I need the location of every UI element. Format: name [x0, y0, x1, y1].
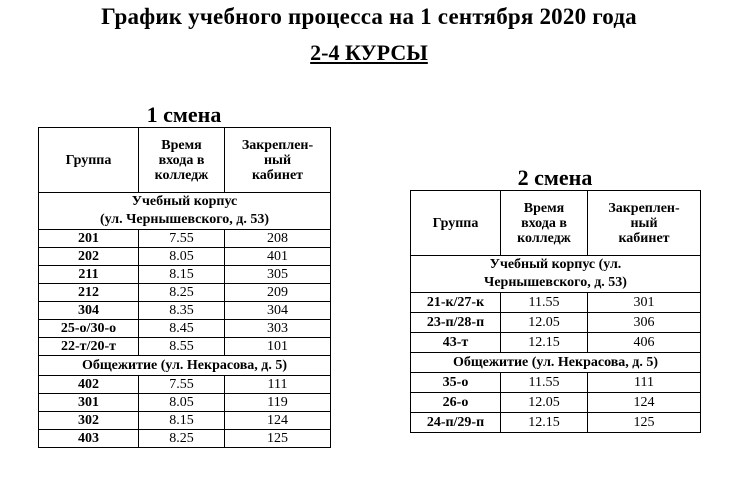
time-cell: 12.15: [501, 413, 588, 433]
time-cell: 8.45: [139, 320, 225, 338]
time-cell: 12.15: [501, 333, 588, 353]
time-header-line2: входа в: [521, 215, 567, 231]
section-row: [411, 256, 701, 293]
section-line2: (ул. Чернышевского, д. 53): [99, 212, 270, 227]
room-cell: 119: [225, 394, 331, 412]
shift2-dormitory-section: [411, 353, 701, 433]
shift2-title: 2 смена: [517, 165, 593, 190]
room-cell: 304: [225, 302, 331, 320]
time-column-header: [501, 191, 588, 256]
room-cell: 111: [225, 376, 331, 394]
section-line2: Чернышевского, д. 53): [484, 275, 627, 290]
time-cell: 11.55: [501, 293, 588, 313]
shift2-header-row: [411, 191, 701, 256]
group-column-header: [39, 128, 139, 193]
time-cell: 11.55: [501, 373, 588, 393]
time-cell: 7.55: [139, 376, 225, 394]
group-cell: 201: [39, 230, 139, 248]
time-cell: 8.55: [139, 338, 225, 356]
shift1-table: [38, 127, 331, 448]
section-line1: Учебный корпус (ул.: [489, 257, 622, 272]
room-header-line2: ный: [630, 215, 658, 231]
table-row: [39, 376, 331, 394]
section-header-building: [411, 256, 701, 293]
time-cell: 8.15: [139, 412, 225, 430]
time-cell: 8.25: [139, 430, 225, 448]
table-row: [411, 333, 701, 353]
room-header-line3: кабинет: [618, 230, 670, 246]
group-cell: 302: [39, 412, 139, 430]
room-cell: 124: [588, 393, 701, 413]
time-cell: 8.05: [139, 394, 225, 412]
shift1-building-section: [39, 193, 331, 356]
table-row: [39, 430, 331, 448]
time-cell: 12.05: [501, 313, 588, 333]
group-cell: 24-п/29-п: [411, 413, 501, 433]
page-title: График учебного процесса на 1 сентября 2020 года: [101, 4, 637, 29]
time-cell: 8.05: [139, 248, 225, 266]
group-cell: 202: [39, 248, 139, 266]
table-row: [411, 393, 701, 413]
group-cell: 26-о: [411, 393, 501, 413]
room-header-line1: Закреплен-: [241, 137, 314, 153]
section-header-dormitory: Общежитие (ул. Некрасова, д. 5): [39, 356, 331, 376]
group-column-header: [411, 191, 501, 256]
group-cell: 402: [39, 376, 139, 394]
room-cell: 305: [225, 266, 331, 284]
time-header-line1: Время: [523, 200, 565, 216]
table-row: [39, 338, 331, 356]
group-cell: 35-о: [411, 373, 501, 393]
section-header-building: [39, 193, 331, 230]
group-cell: 212: [39, 284, 139, 302]
time-cell: 8.15: [139, 266, 225, 284]
table-row: [39, 302, 331, 320]
room-header-line2: ный: [263, 152, 292, 168]
shift2-table: [410, 190, 701, 433]
table-row: [411, 313, 701, 333]
group-cell: 23-п/28-п: [411, 313, 501, 333]
room-cell: 208: [225, 230, 331, 248]
room-cell: 111: [588, 373, 701, 393]
table-row: [39, 284, 331, 302]
group-cell: 43-т: [411, 333, 501, 353]
room-cell: 101: [225, 338, 331, 356]
room-column-header: [588, 191, 701, 256]
room-header-line1: Закреплен-: [608, 200, 680, 216]
room-cell: 303: [225, 320, 331, 338]
page-subtitle: 2-4 КУРСЫ: [310, 40, 428, 65]
table-row: [39, 248, 331, 266]
section-row: [39, 193, 331, 230]
table-row: [411, 373, 701, 393]
time-header-line3: колледж: [154, 167, 209, 183]
table-row: [39, 266, 331, 284]
shift1-header-row: [39, 128, 331, 193]
time-header-line1: Время: [161, 137, 202, 153]
room-cell: 124: [225, 412, 331, 430]
table-row: [411, 293, 701, 313]
room-column-header: [225, 128, 331, 193]
shift2-building-section: [411, 256, 701, 353]
group-header-text: Группа: [432, 215, 479, 231]
room-cell: 125: [225, 430, 331, 448]
table-row: [39, 320, 331, 338]
group-header-text: Группа: [65, 152, 112, 168]
room-cell: 406: [588, 333, 701, 353]
time-cell: 8.35: [139, 302, 225, 320]
shift1-title: 1 смена: [146, 102, 222, 127]
group-cell: 22-т/20-т: [39, 338, 139, 356]
room-cell: 401: [225, 248, 331, 266]
time-cell: 7.55: [139, 230, 225, 248]
time-header-line3: колледж: [517, 230, 571, 246]
time-cell: 12.05: [501, 393, 588, 413]
room-cell: 209: [225, 284, 331, 302]
table-row: [39, 394, 331, 412]
shift1-dormitory-section: [39, 356, 331, 448]
time-column-header: [139, 128, 225, 193]
table-row: [39, 412, 331, 430]
group-cell: 304: [39, 302, 139, 320]
room-cell: 306: [588, 313, 701, 333]
time-cell: 8.25: [139, 284, 225, 302]
section-row: [411, 353, 701, 373]
group-cell: 21-к/27-к: [411, 293, 501, 313]
time-header-line2: входа в: [158, 152, 205, 168]
group-cell: 211: [39, 266, 139, 284]
section-line1: Учебный корпус: [131, 194, 238, 209]
group-cell: 301: [39, 394, 139, 412]
room-cell: 301: [588, 293, 701, 313]
room-header-line3: кабинет: [251, 167, 304, 183]
section-row: [39, 356, 331, 376]
table-row: [39, 230, 331, 248]
room-cell: 125: [588, 413, 701, 433]
table-row: [411, 413, 701, 433]
group-cell: 403: [39, 430, 139, 448]
group-cell: 25-о/30-о: [39, 320, 139, 338]
section-header-dormitory: Общежитие (ул. Некрасова, д. 5): [411, 353, 701, 373]
